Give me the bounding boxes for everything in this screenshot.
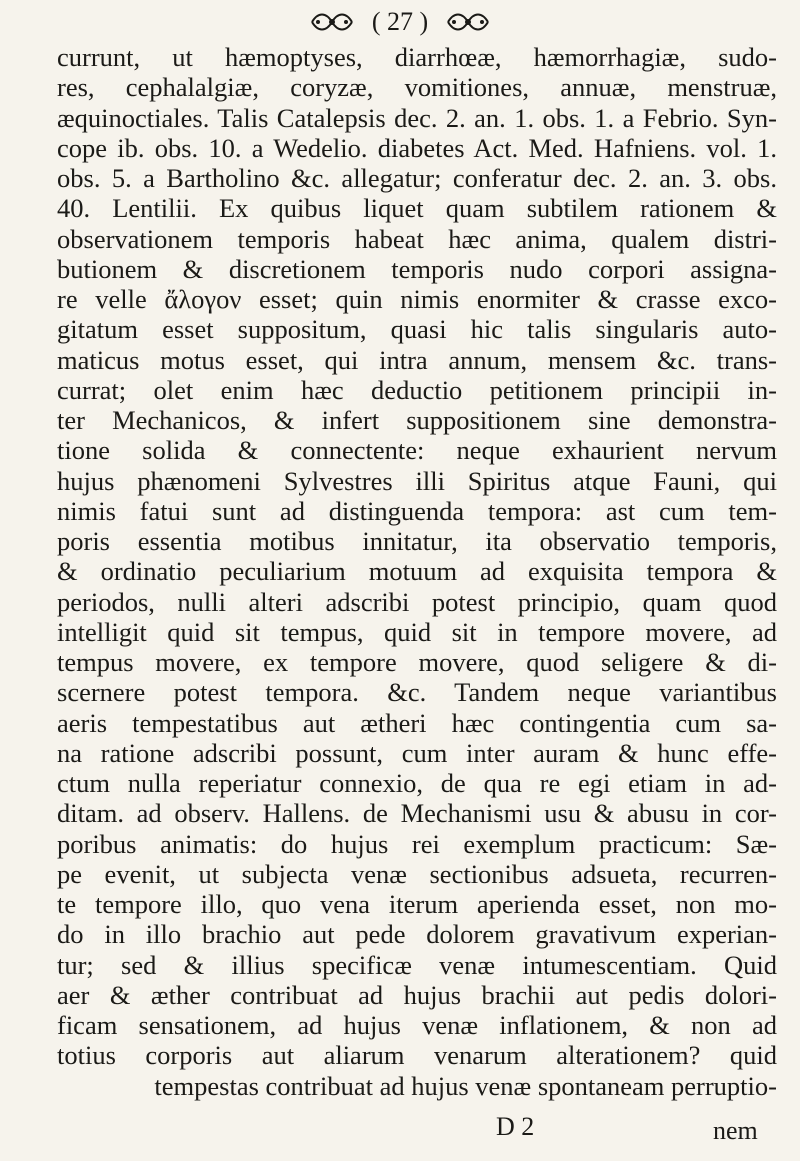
text-line: ditam. ad observ. Hallens. de Mechanismi usu & abusu in cor- [57,798,777,829]
text-line: obs. 5. a Bartholino &c. allegatur; conferatur dec. 2. an. 3. obs. [57,163,777,193]
page-number: ( 27 ) [371,7,429,36]
text-line: pe evenit, ut subjecta venæ sectionibus adsueta, recurren- [57,858,777,889]
text-line: tione solida & connectente: neque exhaurient nervum [57,435,777,466]
text-line: ctum nulla reperiatur connexio, de qua re egi etiam in ad- [57,768,777,798]
signature-mark: D 2 [496,1112,535,1141]
text-line: poris essentia motibus innitatur, ita observatio temporis, [57,526,777,556]
text-line: aer & æther contribuat ad hujus brachii aut pedis dolori- [57,979,777,1010]
text-line: tempestas contribuat ad hujus venæ spontaneam perruptio- [154,1070,777,1101]
text-line: re velle ἄλογον esset; quin nimis enormiter & crasse exco- [57,284,777,314]
text-line: tempus movere, ex tempore movere, quod seligere & di- [57,647,777,677]
text-line: aeris tempestatibus aut ætheri hæc contingentia cum sa- [57,707,777,738]
text-line: tur; sed & illius specificæ venæ intumescentiam. Quid [57,949,777,980]
text-line: gitatum esset suppositum, quasi hic talis singularis auto- [57,314,777,345]
catchword: nem [713,1116,758,1145]
text-line: cope ib. obs. 10. a Wedelio. diabetes Act. Med. Hafniens. vol. 1. [57,132,777,163]
text-line: do in illo brachio aut pede dolorem gravativum experian- [57,919,777,950]
text-line: totius corporis aut aliarum venarum alterationem? quid [57,1040,777,1071]
page-header [0,2,800,42]
text-line: & ordinatio peculiarium motuum ad exquisita tempora & [57,556,777,587]
text-line: periodos, nulli alteri adscribi potest principio, quam quod [57,586,777,617]
text-line: maticus motus esset, qui intra annum, mensem &c. trans- [57,344,777,375]
text-line: currat; olet enim hæc deductio petitionem principii in- [57,374,777,405]
ornament-right-icon [446,9,490,35]
text-line: observationem temporis habeat hæc anima, qualem distri- [57,223,777,254]
text-line: intelligit quid sit tempus, quid sit in tempore movere, ad [57,616,777,647]
text-line: hujus phænomeni Sylvestres illi Spiritus atque Fauni, qui [57,465,777,496]
catchline [0,1112,800,1146]
ornament-left-icon [310,9,354,35]
text-line: æquinoctiales. Talis Catalepsis dec. 2. an. 1. obs. 1. a Febrio. Syn- [57,102,777,133]
text-line: ter Mechanicos, & infert suppositionem sine demonstra- [57,405,777,435]
text-line: na ratione adscribi possunt, cum inter auram & hunc effe- [57,737,777,768]
text-line: te tempore illo, quo vena iterum aperienda esset, non mo- [57,889,777,919]
text-line: scernere potest tempora. &c. Tandem neque variantibus [57,677,777,708]
text-line: 40. Lentilii. Ex quibus liquet quam subtilem rationem & [57,193,777,224]
text-line: butionem & discretionem temporis nudo corpori assigna- [57,253,777,284]
body-text [57,42,777,1101]
text-line: ficam sensationem, ad hujus venæ inflationem, & non ad [57,1010,777,1040]
text-line: nimis fatui sunt ad distinguenda tempora: ast cum tem- [57,495,777,526]
text-line: currunt, ut hæmoptyses, diarrhœæ, hæmorrhagiæ, sudo- [57,42,777,72]
text-line: poribus animatis: do hujus rei exemplum practicum: Sæ- [57,828,777,859]
text-line: res, cephalalgiæ, coryzæ, vomitiones, annuæ, menstruæ, [57,72,777,103]
